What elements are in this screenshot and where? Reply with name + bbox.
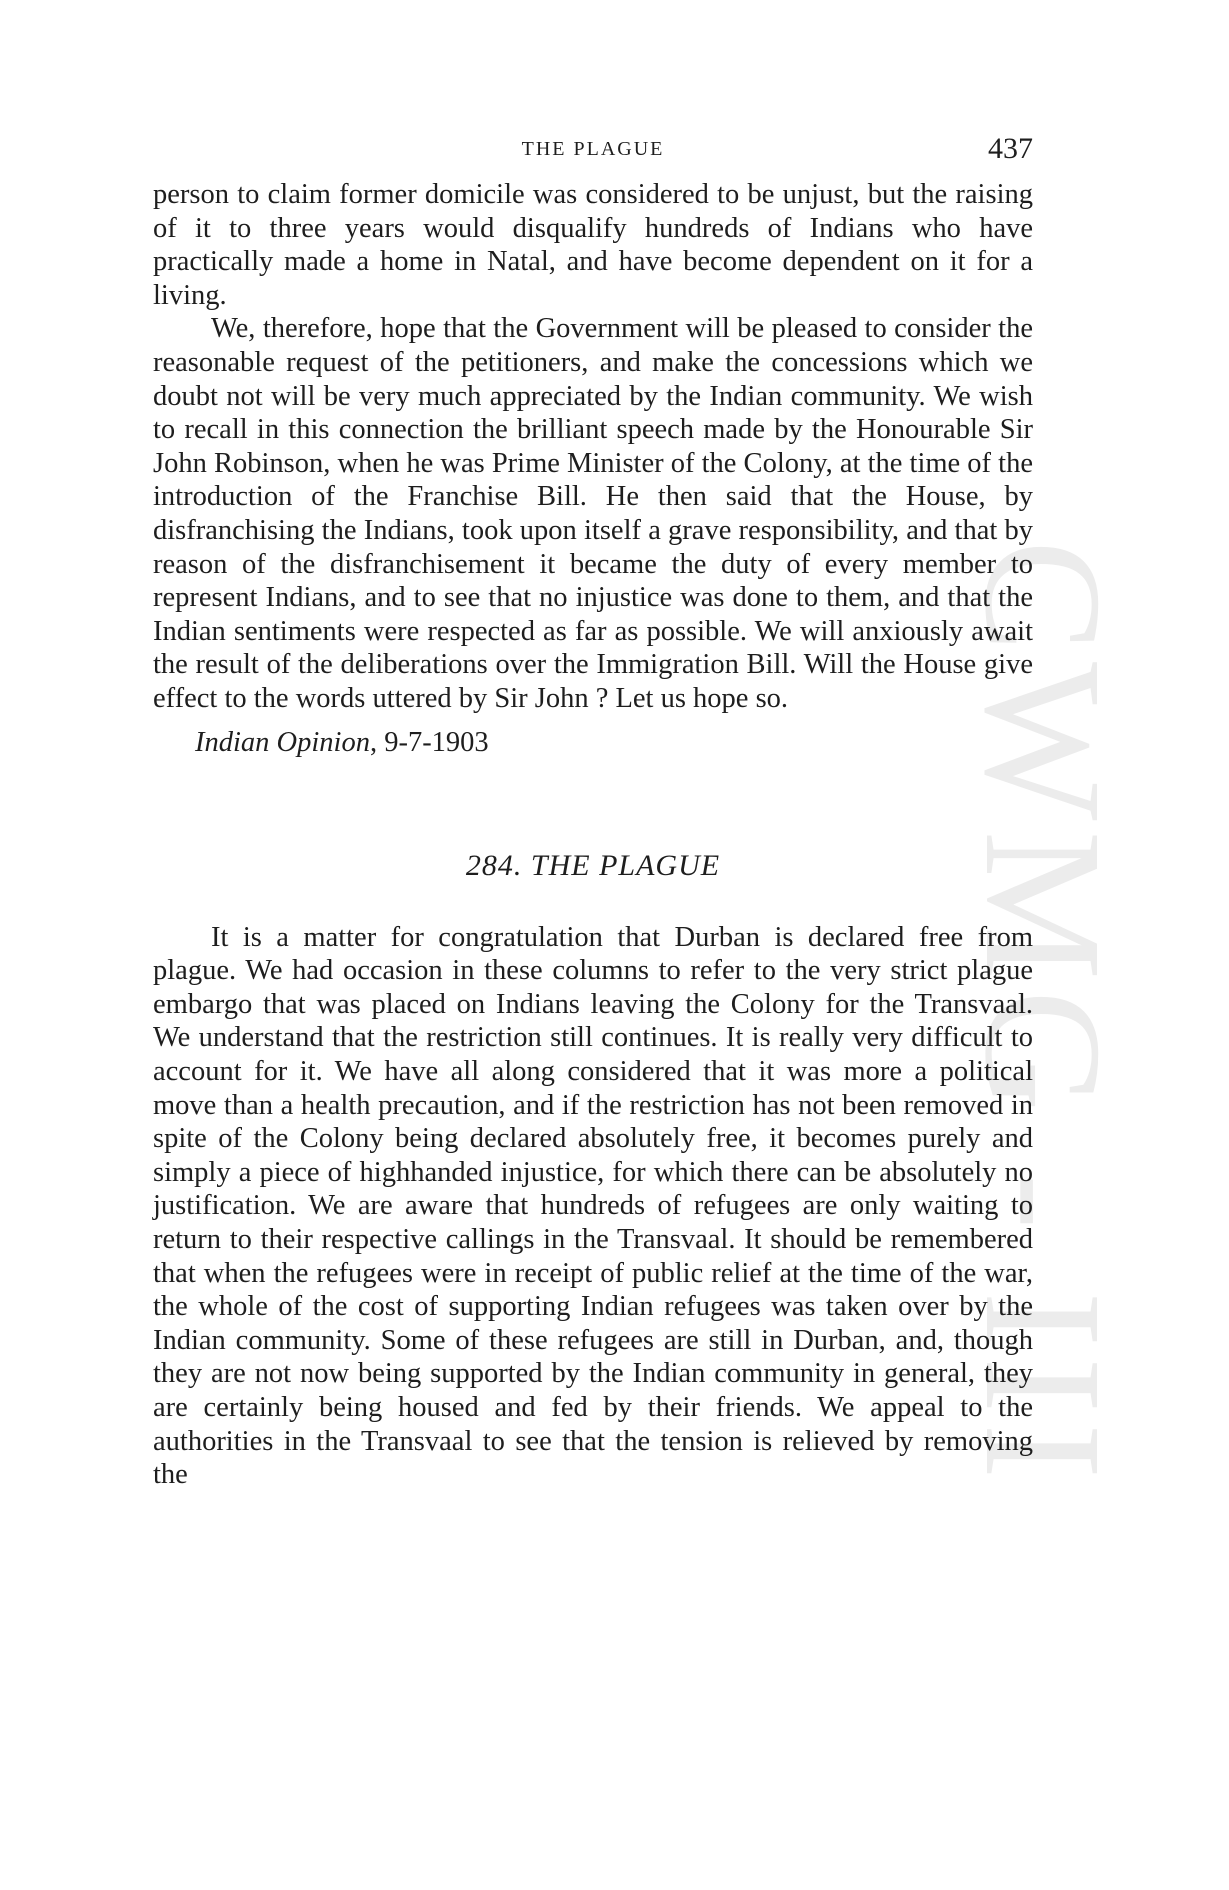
continuation-paragraph: person to claim former domicile was considered to be unjust, but the raising of it to three years would disqualify hundreds of Indians who have practically made a home in Natal, and have become dependent on it for a living. [153, 179, 1033, 311]
watermark: CWMG - III [950, 540, 1136, 1490]
page-number: 437 [988, 132, 1033, 165]
running-header [153, 134, 1033, 168]
source-publication: Indian Opinion [195, 726, 370, 758]
source-date: , 9-7-1903 [369, 726, 489, 758]
source-citation [195, 726, 1033, 760]
running-title: THE PLAGUE [521, 138, 665, 160]
continuation-paragraph: We, therefore, hope that the Government will be pleased to consider the reasonable request of the petitioners, and make the concessions which we doubt not will be very much appreciated by the Indian community. We wish to recall in this connection the brilliant speech made by the Honourable Sir John Robinson, when he was Prime Minister of the Colony, at the time of the introduction of the Franchise Bill. He then said that the House, by disfranchising the Indians, took upon itself a grave responsibility, and that by reason of the disfranchisement it became the duty of every member to represent Indians, and to see that no injustice was done to them, and that the Indian sentiments were respected as far as possible. We will anxiously await the result of the deliberations over the Immigration Bill. Will the House give effect to the words uttered by Sir John ? Let us hope so. [153, 313, 1033, 714]
section-title: 284. THE PLAGUE [465, 849, 721, 883]
section-paragraph: It is a matter for congratulation that Durban is declared free from plague. We had occasion in these columns to refer to the very strict plague embargo that was placed on Indians leaving the Colony for the Transvaal. We understand that the restriction still continues. It is really very difficult to account for it. We have all along considered that it was more a political move than a health precaution, and if the restriction has not been removed in spite of the Colony being declared absolutely free, it becomes purely and simply a piece of highhanded injustice, for which there can be absolutely no justification. We are aware that hundreds of refugees are only waiting to return to their respective callings in the Transvaal. It should be remembered that when the refugees were in receipt of public relief at the time of the war, the whole of the cost of supporting Indian refugees was taken over by the Indian community. Some of these refugees are still in Durban, and, though they are not now being supported by the Indian community in general, they are certainly being housed and fed by their friends. We appeal to the authorities in the Transvaal to see that the tension is relieved by removing the [153, 921, 1033, 1491]
body-text [153, 178, 1033, 1492]
